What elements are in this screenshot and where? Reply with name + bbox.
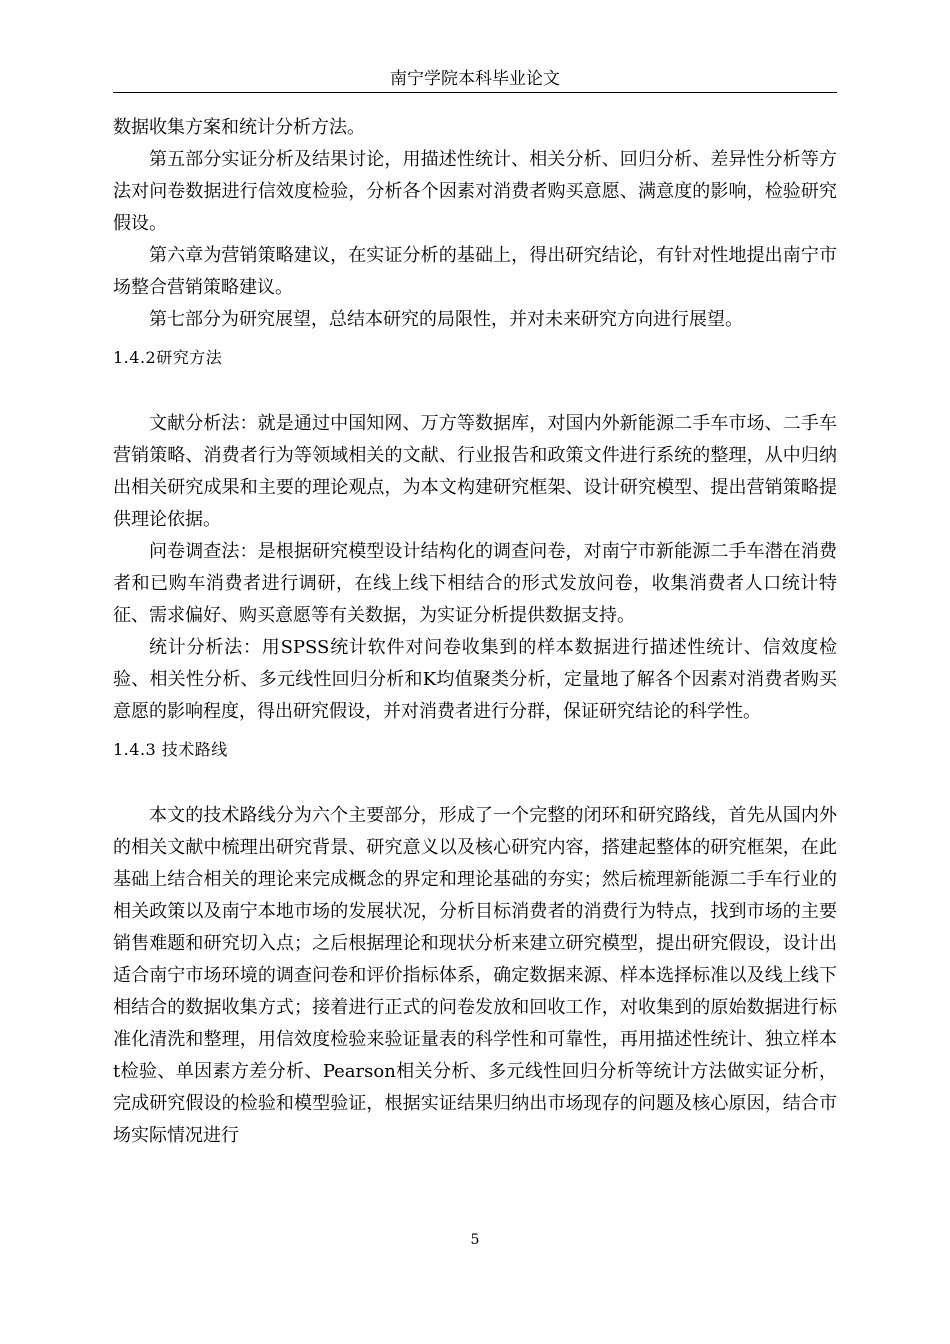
header-rule: [113, 92, 837, 93]
spacer: [113, 766, 837, 800]
paragraph-technical-route: 本文的技术路线分为六个主要部分，形成了一个完整的闭环和研究路线，首先从国内外的相关文献中梳理出研究背景、研究意义以及核心研究内容，搭建起整体的研究框架，在此基础上结合相关的理论来完成概念的界定和理论基础的夯实；然后梳理新能源二手车行业的相关政策以及南宁本地市场的发展状况，分析目标消费者的消费行为特点，找到市场的主要销售难题和研究切入点；之后根据理论和现状分析来建立研究模型，提出研究假设，设计出适合南宁市场环境的调查问卷和评价指标体系，确定数据来源、样本选择标准以及线上线下相结合的数据收集方式；接着进行正式的问卷发放和回收工作，对收集到的原始数据进行标准化清洗和整理，用信效度检验来验证量表的科学性和可靠性，再用描述性统计、独立样本t检验、单因素方差分析、Pearson相关分析、多元线性回归分析等统计方法做实证分析，完成研究假设的检验和模型验证，根据实证结果归纳出市场现存的问题及核心原因，结合市场实际情况进行: [113, 805, 837, 1146]
spacer: [113, 374, 837, 408]
page-body: [113, 112, 837, 1152]
paragraph-statistics-method: 统计分析法：用SPSS统计软件对问卷收集到的样本数据进行描述性统计、信效度检验、相关性分析、多元线性回归分析和K均值聚类分析，定量地了解各个因素对消费者购买意愿的影响程度，得出研究假设，并对消费者进行分群，保证研究结论的科学性。: [113, 637, 837, 722]
section-heading-route: 1.4.3 技术路线: [113, 740, 228, 759]
paragraph-literature-method: 文献分析法：就是通过中国知网、万方等数据库，对国内外新能源二手车市场、二手车营销策略、消费者行为等领域相关的文献、行业报告和政策文件进行系统的整理，从中归纳出相关研究成果和主要的理论观点，为本文构建研究框架、设计研究模型、提出营销策略提供理论依据。: [113, 413, 837, 530]
paragraph-continuation: 数据收集方案和统计分析方法。: [113, 117, 365, 138]
paragraph-part7: 第七部分为研究展望，总结本研究的局限性，并对未来研究方向进行展望。: [149, 309, 743, 330]
page-number: 5: [470, 1232, 480, 1248]
running-header: 南宁学院本科毕业论文: [390, 69, 560, 89]
paragraph-survey-method: 问卷调查法：是根据研究模型设计结构化的调查问卷，对南宁市新能源二手车潜在消费者和已购车消费者进行调研，在线上线下相结合的形式发放问卷，收集消费者人口统计特征、需求偏好、购买意愿等有关数据，为实证分析提供数据支持。: [113, 541, 837, 626]
section-heading-methods: 1.4.2研究方法: [113, 348, 223, 367]
paragraph-chapter6: 第六章为营销策略建议，在实证分析的基础上，得出研究结论，有针对性地提出南宁市场整合营销策略建议。: [113, 245, 837, 298]
paragraph-part5: 第五部分实证分析及结果讨论，用描述性统计、相关分析、回归分析、差异性分析等方法对问卷数据进行信效度检验，分析各个因素对消费者购买意愿、满意度的影响，检验研究假设。: [113, 149, 837, 234]
